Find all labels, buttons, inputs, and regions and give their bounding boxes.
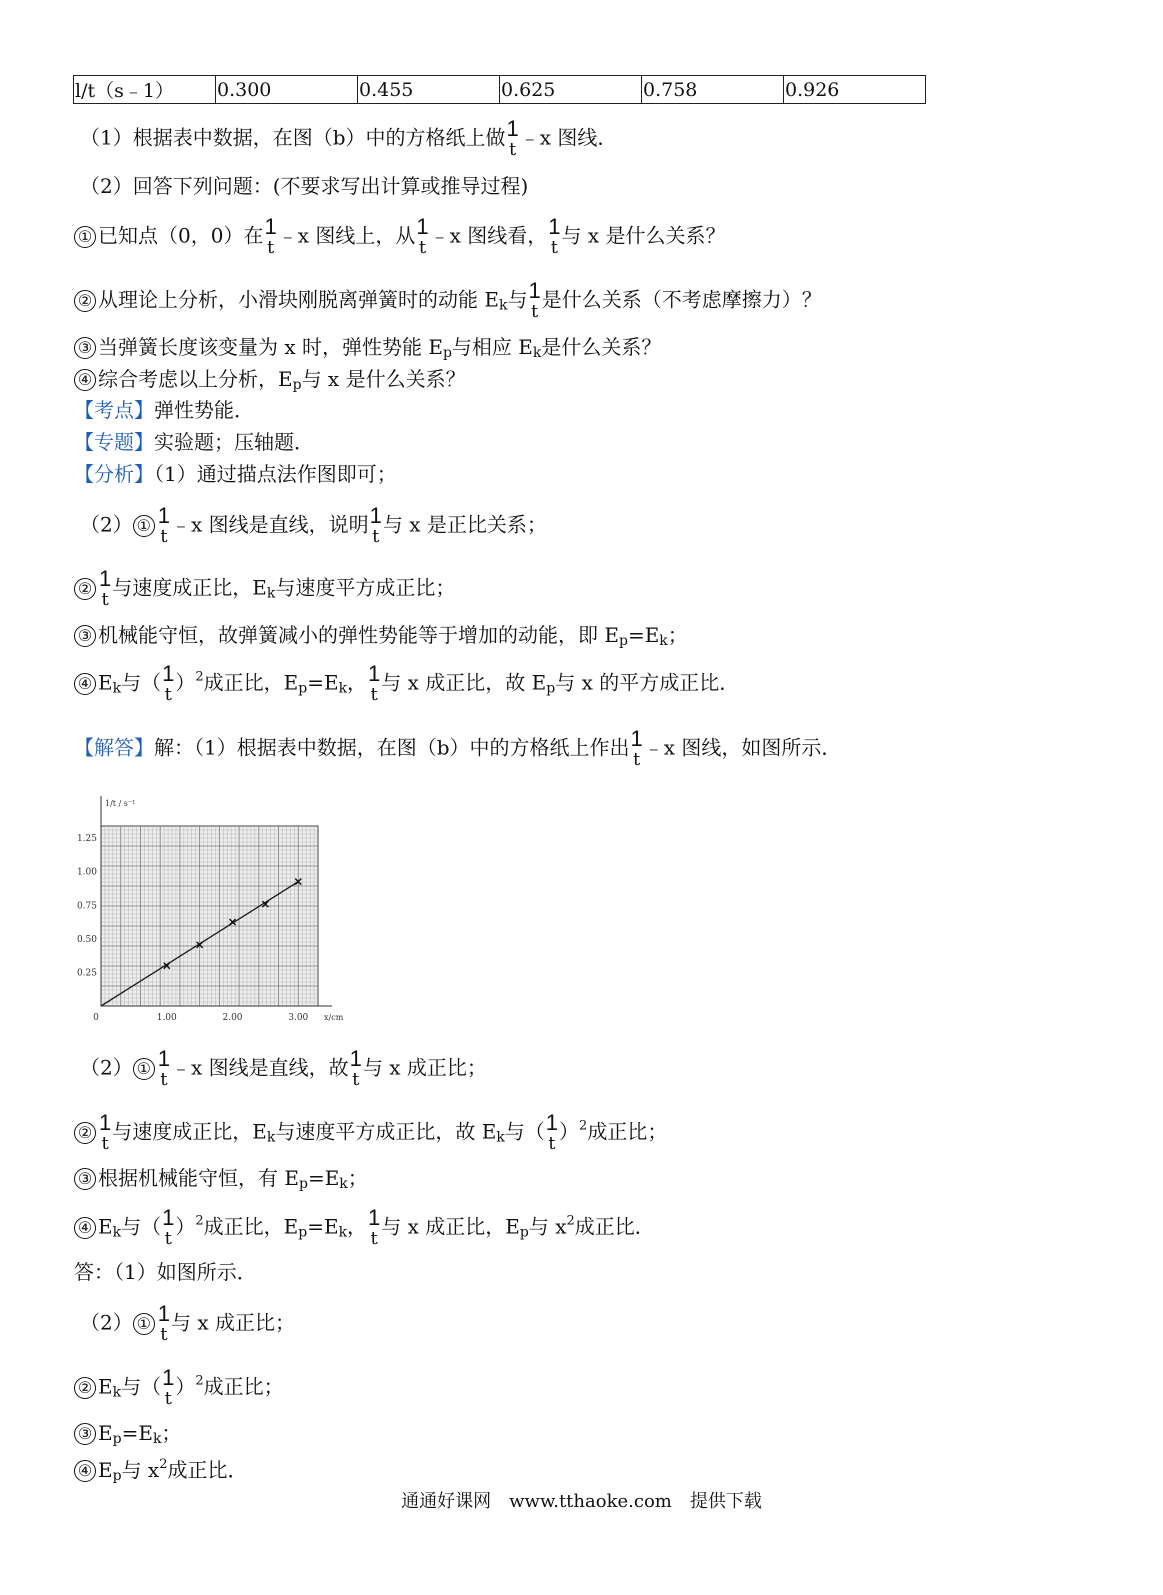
question-1: （1）根据表中数据，在图（b）中的方格纸上做 1 t ﹣x 图线． bbox=[80, 116, 618, 160]
section-tag: 【解答】 bbox=[74, 735, 154, 760]
y-tick-label: 1.00 bbox=[76, 867, 97, 878]
fraction-1-over-t: 1 t bbox=[545, 1110, 559, 1154]
section-tag: 【分析】 bbox=[74, 462, 154, 486]
fraction-1-over-t: 1 t bbox=[506, 116, 519, 160]
inverse-time-vs-x-chart bbox=[70, 788, 360, 1028]
circled-number: ③ bbox=[74, 625, 96, 647]
chart-grid bbox=[101, 826, 318, 1006]
circled-number: ② bbox=[74, 290, 96, 312]
question-2: （2）回答下列问题：(不要求写出计算或推导过程) bbox=[80, 174, 529, 198]
fraction-1-over-t: 1 t bbox=[157, 1046, 170, 1090]
question-2-1: ① 已知点（0，0）在 1 t ﹣x 图线上，从 1 t ﹣x 图线看， 1 t 与 x 是什么关系？ bbox=[74, 216, 725, 258]
y-tick-label: 0.75 bbox=[76, 901, 97, 912]
circled-number: ④ bbox=[74, 1460, 96, 1482]
fenxi-2-1: （2） ① 1 t ﹣x 图线是直线，说明 1 t 与 x 是正比关系； bbox=[80, 503, 547, 547]
footer-credit: 通通好课网 www.tthaoke.com 提供下载 bbox=[401, 1491, 762, 1512]
table-label-cell: l/t（s﹣1） bbox=[74, 76, 216, 104]
table-cell: 0.455 bbox=[358, 76, 500, 104]
data-table bbox=[73, 75, 926, 104]
kaodian: 【考点】弹性势能． bbox=[74, 398, 254, 422]
fraction-1-over-t: 1 t bbox=[548, 214, 561, 258]
fraction-1-over-t: 1 t bbox=[369, 503, 382, 547]
fraction-1-over-t: 1 t bbox=[528, 278, 541, 322]
fraction-1-over-t: 1 t bbox=[99, 566, 112, 610]
fraction-1-over-t: 1 t bbox=[264, 214, 277, 258]
jieda: 【解答】解：（1）根据表中数据，在图（b）中的方格纸上作出 1 t ﹣x 图线，如图所示． bbox=[74, 726, 842, 770]
answer-2-1: （2） ① 1 t ﹣x 图线是直线，故 1 t 与 x 成正比； bbox=[80, 1046, 487, 1090]
question-2-3: ③ 当弹簧长度该变量为 x 时，弹性势能 $E_p$与相应 $E_k$是什么关系？ bbox=[74, 335, 661, 365]
answer-summary-2-4: ④ $E_p$与 $x^2$成正比． bbox=[74, 1453, 248, 1488]
y-axis-label: 1/t / s⁻¹ bbox=[105, 799, 136, 808]
zhuanti: 【专题】实验题；压轴题． bbox=[74, 430, 314, 454]
circled-number: ① bbox=[74, 226, 96, 248]
fraction-1-over-t: 1 t bbox=[162, 661, 175, 705]
answer-2-4: ④ $E_k$与（ 1 t ）$^2$成正比，$E_p=E_k$， 1 t 与 x 成正比，$E_p$与 $x^2$成正比． bbox=[74, 1207, 655, 1249]
x-tick-label: 0 bbox=[93, 1013, 99, 1023]
circled-number: ② bbox=[74, 1122, 96, 1144]
fraction-1-over-t: 1 t bbox=[630, 726, 643, 770]
answer-summary-2-2: ② $E_k$与（ 1 t ）$^2$成正比； bbox=[74, 1367, 284, 1409]
x-tick-label: 3.00 bbox=[288, 1013, 309, 1023]
y-tick-label: 0.50 bbox=[76, 934, 97, 945]
fraction-1-over-t: 1 t bbox=[157, 503, 170, 547]
fraction-1-over-t: 1 t bbox=[368, 1205, 381, 1249]
table-cell: 0.758 bbox=[642, 76, 784, 104]
table-cell: 0.625 bbox=[500, 76, 642, 104]
fenxi-2-3: ③ 机械能守恒，故弹簧减小的弹性势能等于增加的动能，即 $E_p=E_k$； bbox=[74, 623, 688, 653]
answer-2-2: ② 1 t 与速度成正比，$E_k$与速度平方成正比，故 $E_k$与（ 1 t ）$^2$成正比； bbox=[74, 1112, 667, 1154]
answer-2-3: ③ 根据机械能守恒，有 $E_p=E_k$； bbox=[74, 1166, 368, 1196]
table-cell: 0.300 bbox=[216, 76, 358, 104]
fraction-1-over-t: 1 t bbox=[368, 661, 381, 705]
circled-number: ③ bbox=[74, 1423, 96, 1445]
circled-number: ④ bbox=[74, 1217, 96, 1239]
answer-summary-2-3: ③ $E_p=E_k$； bbox=[74, 1421, 181, 1451]
fraction-1-over-t: 1 t bbox=[162, 1205, 175, 1249]
table-row bbox=[74, 76, 926, 104]
fenxi: 【分析】（1）通过描点法作图即可； bbox=[74, 462, 397, 486]
question-2-4: ④ 综合考虑以上分析，$E_p$与 x 是什么关系？ bbox=[74, 367, 466, 397]
x-tick-label: 1.00 bbox=[156, 1013, 177, 1023]
fraction-1-over-t: 1 t bbox=[349, 1046, 362, 1090]
section-tag: 【专题】 bbox=[74, 430, 154, 454]
circled-number: ① bbox=[133, 1058, 155, 1080]
x-tick-label: 2.00 bbox=[222, 1013, 243, 1023]
fraction-1-over-t: 1 t bbox=[157, 1301, 170, 1345]
y-tick-label: 1.25 bbox=[76, 834, 97, 845]
fenxi-2-4: ④ $E_k$与（ 1 t ）$^2$成正比，$E_p=E_k$， 1 t 与 x 成正比，故 $E_p$与 x 的平方成正比． bbox=[74, 663, 739, 705]
fenxi-2-2: ② 1 t 与速度成正比，$E_k$与速度平方成正比； bbox=[74, 568, 455, 610]
circled-number: ② bbox=[74, 1377, 96, 1399]
table-cell: 0.926 bbox=[784, 76, 926, 104]
x-axis-label: x/cm bbox=[324, 1013, 344, 1022]
y-tick-label: 0.25 bbox=[76, 968, 97, 979]
circled-number: ① bbox=[133, 1313, 155, 1335]
fraction-1-over-t: 1 t bbox=[162, 1365, 175, 1409]
circled-number: ③ bbox=[74, 337, 96, 359]
fraction-1-over-t: 1 t bbox=[416, 214, 429, 258]
answer-summary-2-1: （2） ① 1 t 与 x 成正比； bbox=[80, 1301, 295, 1345]
answer-summary: 答：（1）如图所示． bbox=[74, 1260, 257, 1284]
circled-number: ① bbox=[133, 515, 155, 537]
question-2-2: ② 从理论上分析，小滑块刚脱离弹簧时的动能 $E_k$与 1 t 是什么关系（不考虑摩擦力）？ bbox=[74, 280, 822, 322]
circled-number: ③ bbox=[74, 1168, 96, 1190]
circled-number: ② bbox=[74, 578, 96, 600]
circled-number: ④ bbox=[74, 673, 96, 695]
circled-number: ④ bbox=[74, 369, 96, 391]
section-tag: 【考点】 bbox=[74, 398, 154, 422]
plot-background bbox=[101, 826, 318, 1006]
fraction-1-over-t: 1 t bbox=[99, 1110, 112, 1154]
